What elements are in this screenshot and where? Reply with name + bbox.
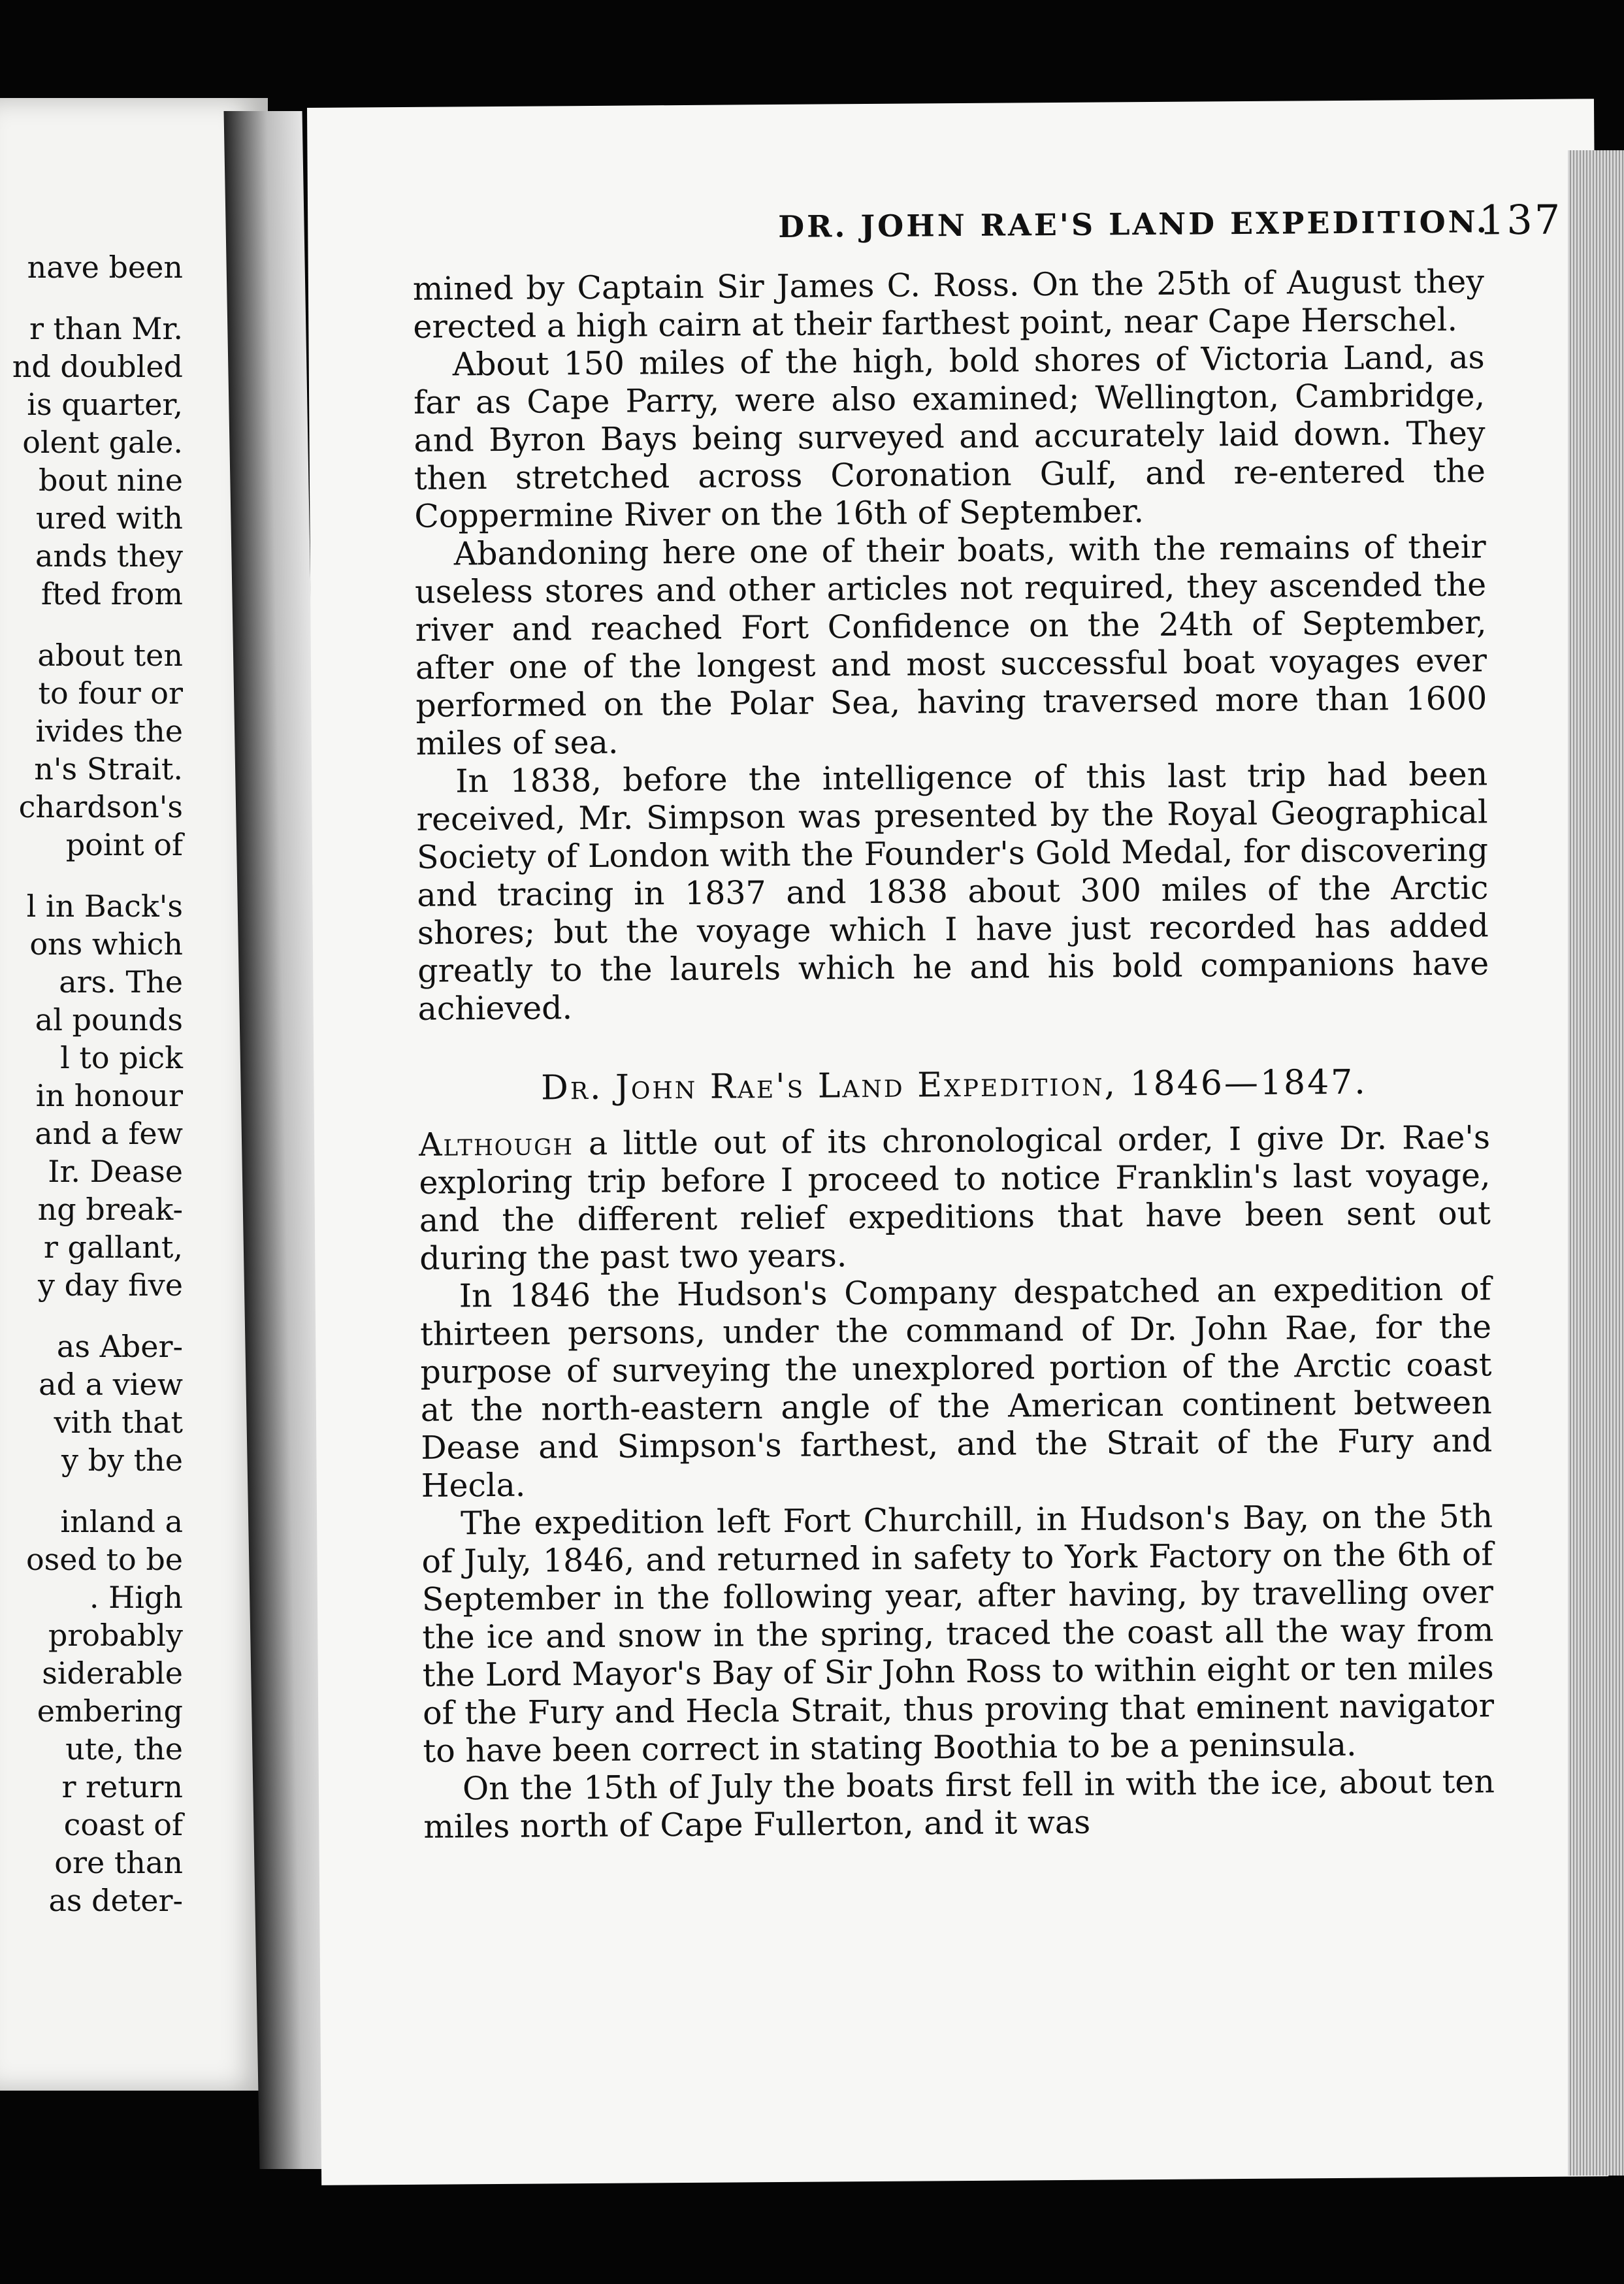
- left-page: [0, 98, 268, 2091]
- paragraph-5-text: a little out of its chronological order, I give Dr. Rae's exploring trip before I proceed to notice Franklin's last voyage, and the different relief expeditions that have been sent out during the past two years.: [419, 1118, 1491, 1277]
- left-line: point of: [65, 827, 183, 862]
- left-line: l in Back's: [26, 889, 183, 924]
- left-line: olent gale.: [22, 425, 183, 460]
- running-head: [438, 195, 1563, 244]
- left-line: siderable: [42, 1656, 183, 1691]
- left-line: probably: [48, 1618, 183, 1653]
- left-line: r return: [61, 1769, 183, 1804]
- left-line: chardson's: [18, 789, 183, 824]
- paragraph-7: The expedition left Fort Churchill, in Hudson's Bay, on the 5th of July, 1846, and returned in safety to York Factory on the 6th of September in the following year, after having, by travelling over the ice and snow in the spring, traced the coast all the way from the Lord Mayor's Bay of Sir John Ross to within eight or ten miles of the Fury and Hecla Strait, thus proving that eminent navigator to have been correct in stating Boothia to be a peninsula.: [421, 1497, 1495, 1770]
- left-line: y by the: [61, 1443, 183, 1478]
- left-line: ured with: [35, 500, 183, 536]
- left-line: y day five: [38, 1267, 183, 1303]
- paragraph-8: On the 15th of July the boats first fell in with the ice, about ten miles north of Cape Fullerton, and it was: [423, 1763, 1495, 1846]
- left-line-gap: [0, 1304, 183, 1328]
- left-line: in honour: [35, 1078, 183, 1113]
- right-page: [307, 99, 1608, 2185]
- left-line: fted from: [41, 576, 183, 612]
- left-line: n's Strait.: [34, 751, 183, 787]
- section-heading: Dr. John Rae's Land Expedition, 1846—1847.: [540, 1062, 1367, 1108]
- left-line: as deter-: [48, 1883, 183, 1918]
- running-title: DR. JOHN RAE'S LAND EXPEDITION.: [778, 204, 1489, 244]
- left-line: ars. The: [59, 964, 183, 1000]
- left-line: inland a: [60, 1504, 183, 1539]
- left-line-gap: [0, 613, 183, 636]
- left-line: coast of: [63, 1807, 183, 1842]
- paragraph-6: In 1846 the Hudson's Company despatched an expedition of thirteen persons, under the command of Dr. John Rae, for the purpose of surveying the unexplored portion of the Arctic coast at the north-eastern angle of the American continent between Dease and Simpson's farthest, and the Strait of the Fury and Hecla.: [419, 1270, 1493, 1505]
- left-line: ore than: [54, 1845, 183, 1880]
- paragraph-4: In 1838, before the intelligence of this last trip had been received, Mr. Simpson was presented by the Royal Geographical Society of London with the Founder's Gold Medal, for discovering and tracing in 1837 and 1838 about 300 miles of the Arctic shores; but the voyage which I have just recorded has added greatly to the laurels which he and his bold companions have achieved.: [416, 755, 1489, 1028]
- left-line: l to pick: [60, 1040, 183, 1075]
- left-line: nd doubled: [12, 349, 183, 384]
- left-line: r than Mr.: [29, 311, 183, 346]
- left-line: . High: [89, 1580, 183, 1615]
- left-page-text: [0, 248, 183, 1919]
- left-line-gap: [0, 286, 183, 310]
- page-number: 137: [1478, 195, 1563, 244]
- paragraph-2: About 150 miles of the high, bold shores of Victoria Land, as far as Cape Parry, were also examined; Wellington, Cambridge, and Byron Bays being surveyed and accurately laid down. They then stretched across Coronation Gulf, and re-entered the Coppermine River on the 16th of September.: [413, 338, 1486, 535]
- left-line: and a few: [35, 1116, 183, 1151]
- left-line: nave been: [27, 250, 183, 285]
- left-line: ivides the: [35, 713, 183, 749]
- left-line: ons which: [29, 926, 183, 962]
- left-line: as Aber-: [56, 1329, 183, 1364]
- left-line: ands they: [35, 538, 183, 574]
- left-line: ad a view: [39, 1367, 183, 1402]
- left-line: embering: [37, 1693, 183, 1729]
- left-line: al pounds: [35, 1002, 183, 1037]
- left-line: osed to be: [25, 1542, 183, 1577]
- left-line-gap: [0, 864, 183, 887]
- left-line: to four or: [38, 676, 183, 711]
- left-line-gap: [0, 1479, 183, 1503]
- left-line: ute, the: [65, 1731, 183, 1767]
- left-line: vith that: [54, 1405, 183, 1440]
- left-line: r gallant,: [43, 1230, 183, 1265]
- left-line: is quarter,: [27, 387, 183, 422]
- paragraph-3: Abandoning here one of their boats, with the remains of their useless stores and other articles not required, they ascended the river and reached Fort Confidence on the 24th of September, after one of the longest and most successful boat voyages ever performed on the Polar Sea, having traversed more than 1600 miles of sea.: [414, 528, 1487, 762]
- left-line: about ten: [37, 638, 183, 673]
- body-text: [413, 263, 1495, 1846]
- paragraph-1: mined by Captain Sir James C. Ross. On the 25th of August they erected a high cairn at their farthest point, near Cape Herschel.: [412, 263, 1485, 346]
- paragraph-5: [419, 1118, 1491, 1277]
- page-edges: [1568, 150, 1624, 2176]
- left-line: bout nine: [38, 463, 183, 498]
- left-line: Ir. Dease: [48, 1154, 183, 1189]
- paragraph-5-lead: Although: [418, 1125, 574, 1164]
- left-line: ng break-: [37, 1192, 183, 1227]
